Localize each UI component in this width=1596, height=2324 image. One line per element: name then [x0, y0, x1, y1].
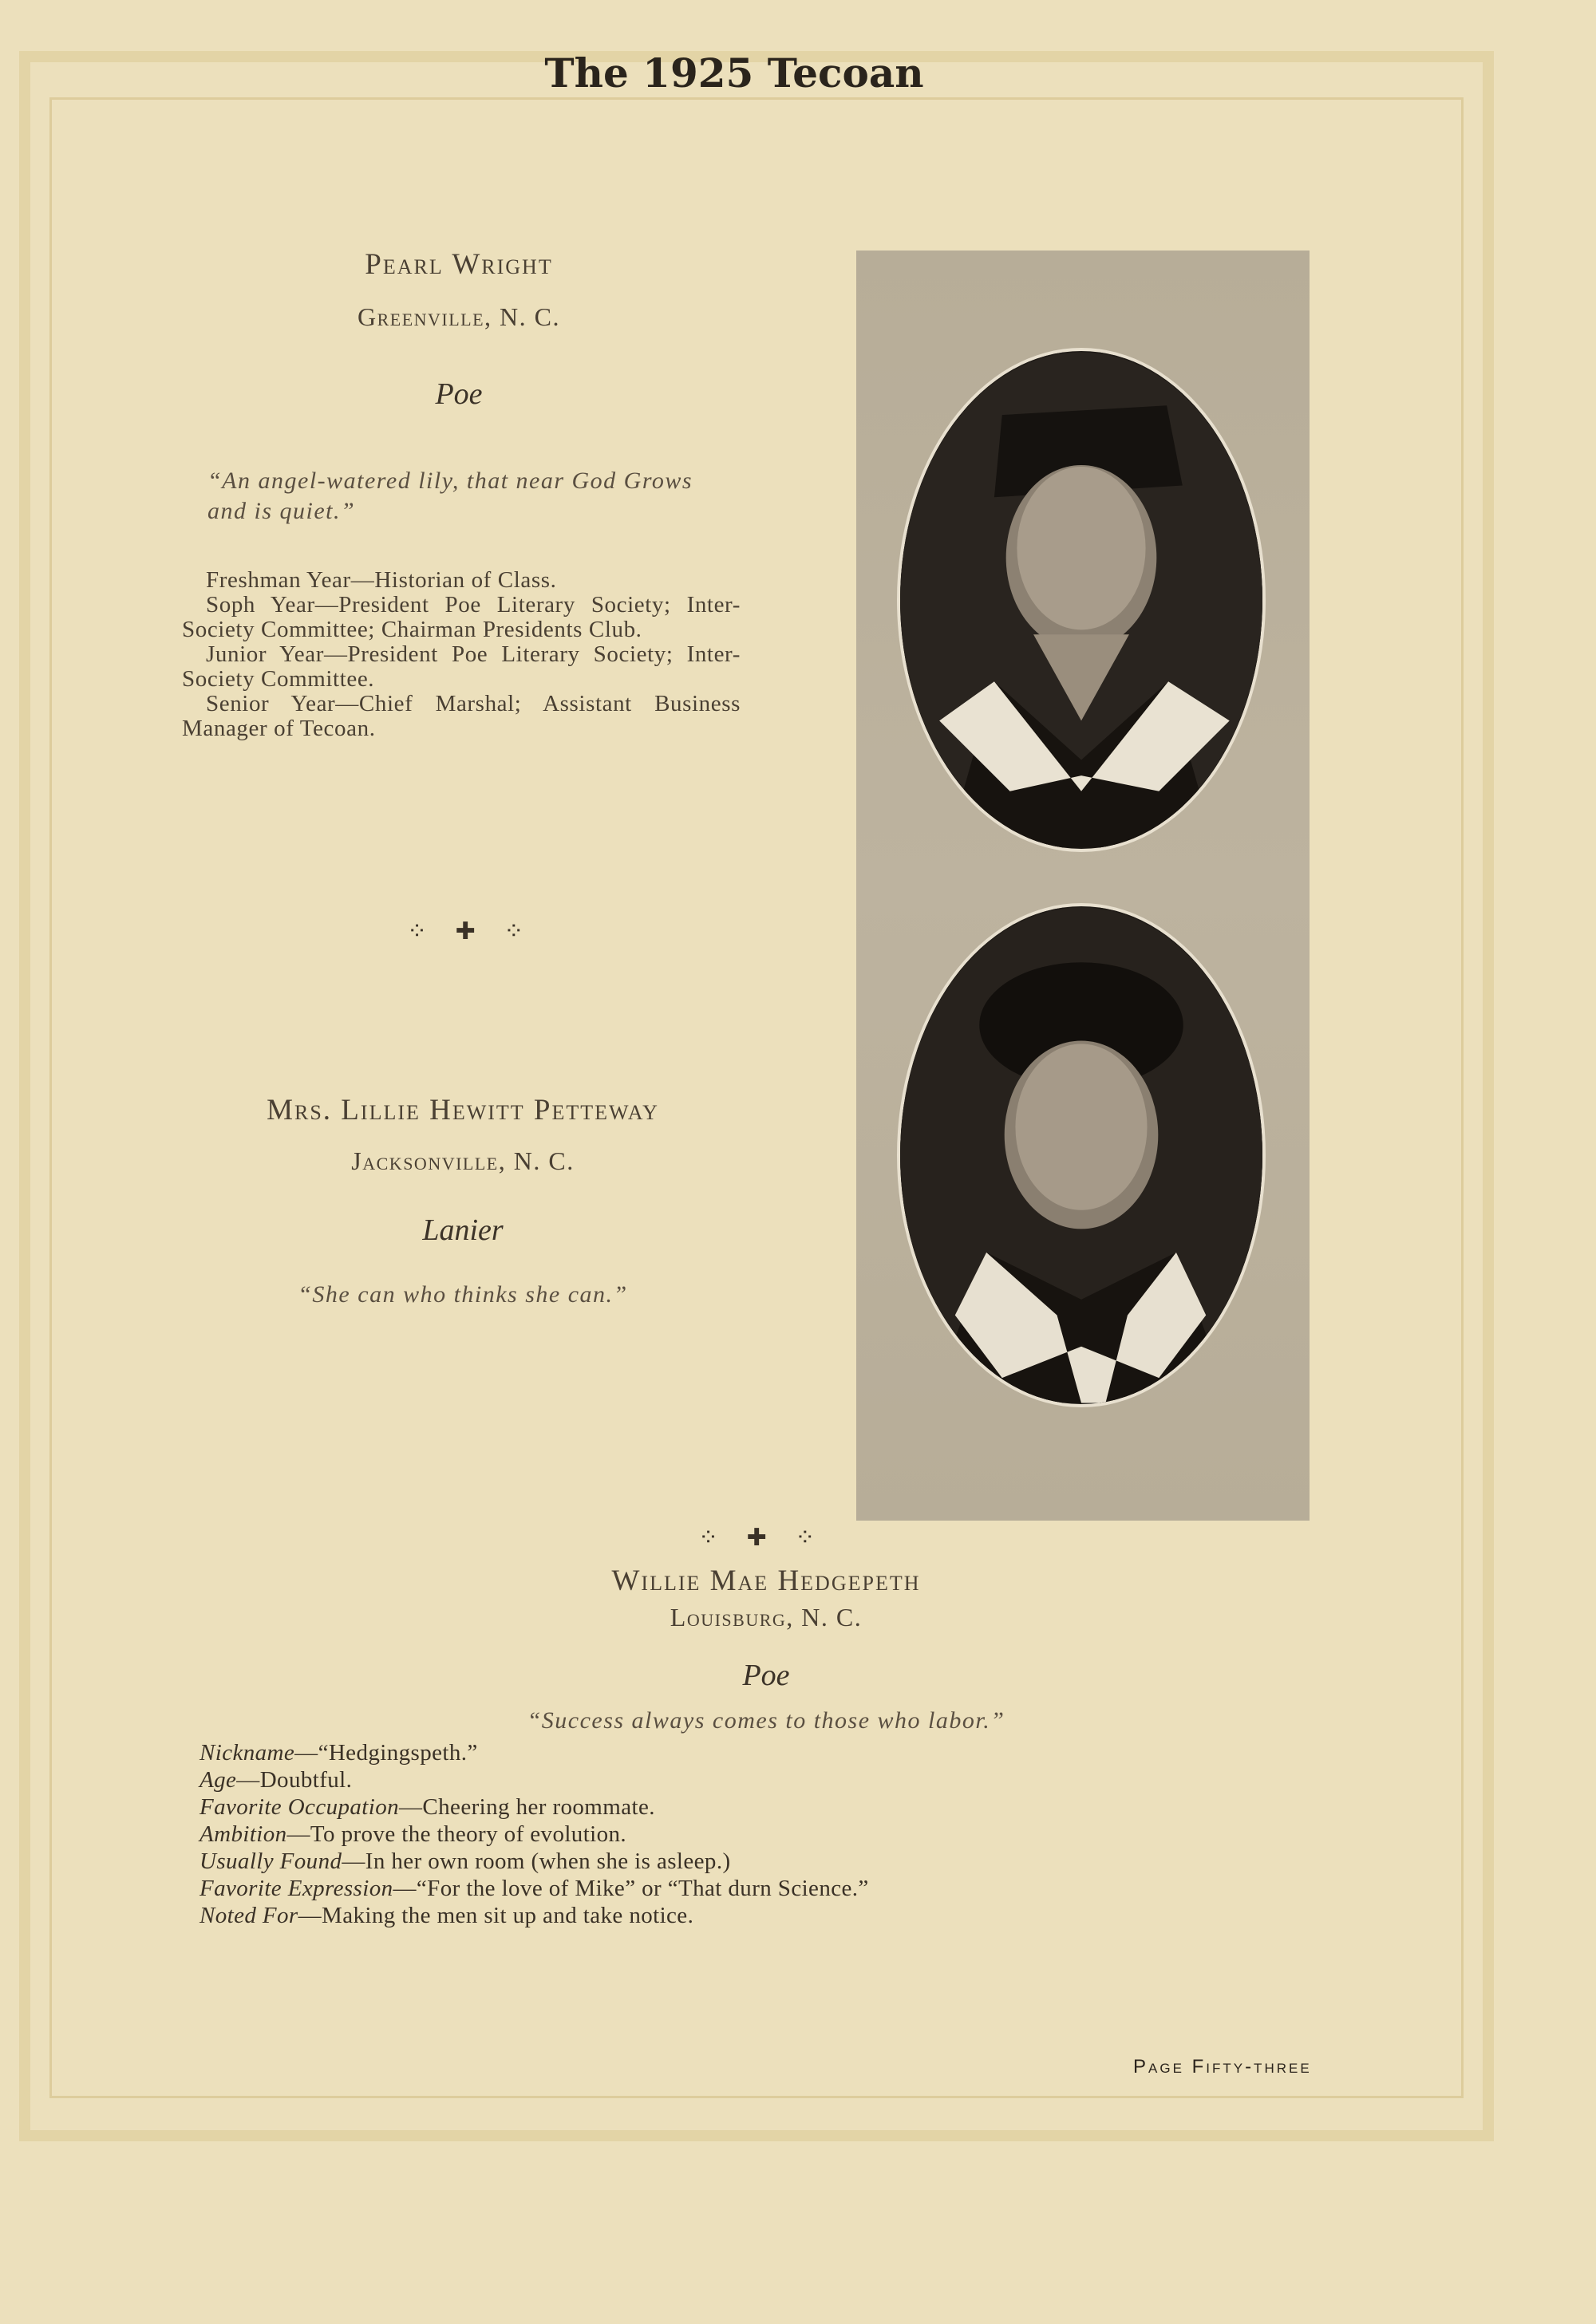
ornament-divider: ⁘ ✚ ⁘ — [407, 918, 535, 945]
fact-row — [200, 1821, 1197, 1848]
fact-label: Favorite Occupation — [200, 1794, 400, 1820]
entry-name: Willie Mae Hedgepeth — [611, 1564, 921, 1597]
fact-value: —To prove the theory of evolution. — [286, 1821, 627, 1847]
page-number: Page Fifty-three — [1133, 2056, 1312, 2077]
fact-value: —“For the love of Mike” or “That durn Science.” — [393, 1876, 869, 1901]
fact-value: —In her own room (when she is asleep.) — [342, 1849, 731, 1874]
fact-value: —“Hedgingspeth.” — [294, 1740, 478, 1766]
fact-label: Nickname — [200, 1740, 295, 1766]
record-line: Freshman Year—Historian of Class. — [206, 567, 557, 593]
fact-label: Age — [200, 1767, 237, 1793]
fact-value: —Cheering her roommate. — [399, 1794, 655, 1820]
fact-row — [200, 1875, 1197, 1902]
fact-label: Usually Found — [200, 1849, 342, 1874]
entry-town: Jacksonville, N. C. — [351, 1146, 575, 1175]
entry-quote: “Success always comes to those who labor.” — [527, 1707, 1005, 1734]
entry-society: Poe — [435, 377, 483, 411]
photo-panel — [856, 251, 1310, 1521]
entry-willie-hedgepeth — [447, 1564, 1085, 1693]
fact-row — [200, 1848, 1197, 1875]
fact-label: Ambition — [200, 1821, 287, 1847]
ornament-divider: ⁘ ✚ ⁘ — [698, 1525, 827, 1551]
entry-lillie-petteway — [184, 1093, 742, 1310]
portrait-figure-2 — [900, 906, 1262, 1404]
fact-row — [200, 1902, 1197, 1929]
fact-value: —Making the men sit up and take notice. — [298, 1903, 694, 1928]
entry-town: Louisburg, N. C. — [670, 1603, 863, 1632]
portrait-figure-1 — [900, 351, 1262, 849]
entry-quote: “She can who thinks she can.” — [298, 1281, 628, 1308]
fact-row — [200, 1739, 1197, 1766]
entry-quote: “An angel-watered lily, that near God Grows and is quiet.” — [207, 468, 693, 524]
fact-value: —Doubtful. — [236, 1767, 353, 1793]
fact-label: Favorite Expression — [200, 1876, 393, 1901]
entry-pearl-wright — [180, 247, 738, 412]
entry-record — [182, 568, 741, 741]
entry-society: Lanier — [422, 1213, 504, 1247]
fact-row — [200, 1766, 1197, 1793]
record-line: Soph Year—President Poe Literary Society; Inter-Society Committee; Chairman Presidents Club. — [182, 592, 741, 642]
fact-row — [200, 1793, 1197, 1821]
entry-name: Pearl Wright — [365, 248, 553, 281]
entry-facts — [200, 1739, 1197, 1929]
portrait-pearl-wright — [897, 348, 1266, 852]
record-line: Senior Year—Chief Marshal; Assistant Business Manager of Tecoan. — [182, 691, 741, 741]
entry-town: Greenville, N. C. — [357, 302, 561, 331]
fact-label: Noted For — [200, 1903, 298, 1928]
entry-name: Mrs. Lillie Hewitt Petteway — [267, 1094, 659, 1126]
entry-society: Poe — [742, 1659, 790, 1692]
portrait-lillie-petteway — [897, 903, 1266, 1407]
running-head: The 1925 Tecoan — [544, 49, 924, 97]
record-line: Junior Year—President Poe Literary Society; Inter-Society Committee. — [182, 641, 741, 692]
